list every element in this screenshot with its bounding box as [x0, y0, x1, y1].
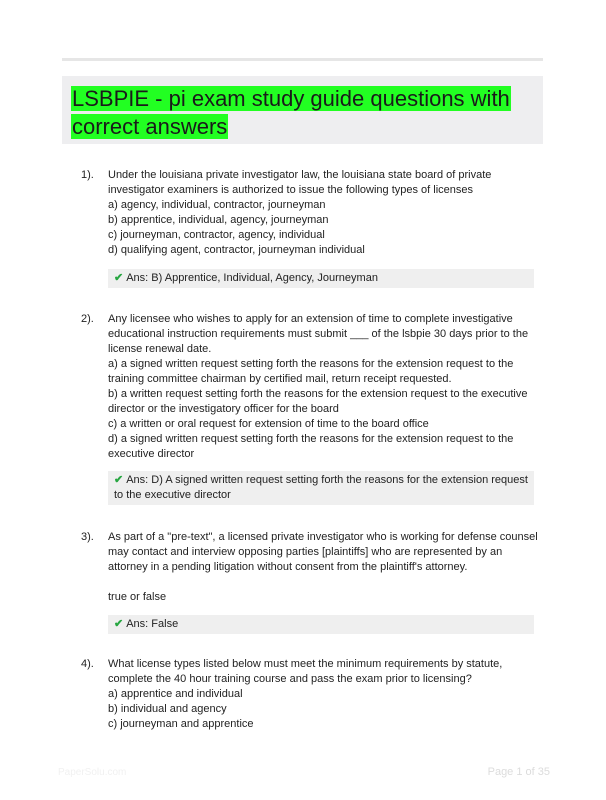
question-number: 2). [81, 313, 94, 325]
checkmark-icon: ✔ [114, 272, 124, 284]
option-d: d) a signed written request setting forth the reasons for the extension request to the executive director [108, 433, 514, 460]
answer-box [108, 615, 534, 634]
question-number: 1). [81, 169, 94, 181]
option-c: c) a written or oral request for extension of time to the board office [108, 418, 429, 430]
answer-text: Ans: B) Apprentice, Individual, Agency, Journeyman [126, 272, 378, 284]
question-text [108, 530, 538, 605]
checkmark-icon: ✔ [114, 618, 124, 630]
question-number: 3). [81, 531, 94, 543]
option-d: d) qualifying agent, contractor, journeyman individual [108, 244, 365, 256]
question-text [108, 657, 538, 732]
question-line: Any licensee who wishes to apply for an extension of time to complete investigative educational instruction requirements must submit ___ of the lsbpie 30 days prior to the license renewal date. [108, 313, 529, 355]
answer-text: Ans: D) A signed written request setting forth the reasons for the extension request to the executive director [114, 474, 528, 501]
question-line: As part of a "pre-text", a licensed private investigator who is working for defense counsel may contact and interview opposing parties [plaintiffs] who are represented by an attorney in a pending litigation without consent from the plaintiff's attorney. [108, 531, 538, 573]
true-false-prompt: true or false [108, 591, 167, 603]
answer-text: Ans: False [126, 618, 179, 630]
question-line: Under the louisiana private investigator law, the louisiana state board of private investigator examiners is authorized to issue the following types of licenses [108, 169, 492, 196]
option-a: a) agency, individual, contractor, journeyman [108, 199, 326, 211]
option-b: b) apprentice, individual, agency, journeyman [108, 214, 329, 226]
question-text [108, 312, 538, 462]
question-number: 4). [81, 658, 94, 670]
checkmark-icon: ✔ [114, 474, 124, 486]
top-divider [62, 58, 543, 61]
page-number: Page 1 of 35 [487, 766, 550, 778]
title-box [62, 76, 543, 144]
answer-box [108, 269, 534, 288]
option-b: b) individual and agency [108, 703, 227, 715]
option-c: c) journeyman, contractor, agency, individual [108, 229, 325, 241]
answer-box [108, 471, 534, 505]
footer-watermark: PaperSolu.com [58, 767, 127, 778]
question-line: What license types listed below must meet the minimum requirements by statute, complete the 40 hour training course and pass the exam prior to licensing? [108, 658, 503, 685]
question-text [108, 168, 538, 258]
option-a: a) a signed written request setting forth the reasons for the extension request to the training committee chairman by certified mail, return receipt requested. [108, 358, 514, 385]
option-c: c) journeyman and apprentice [108, 718, 254, 730]
option-b: b) a written request setting forth the reasons for the extension request to the executive director or the investigatory officer for the board [108, 388, 528, 415]
option-a: a) apprentice and individual [108, 688, 243, 700]
document-title: LSBPIE - pi exam study guide questions with correct answers [72, 86, 510, 139]
